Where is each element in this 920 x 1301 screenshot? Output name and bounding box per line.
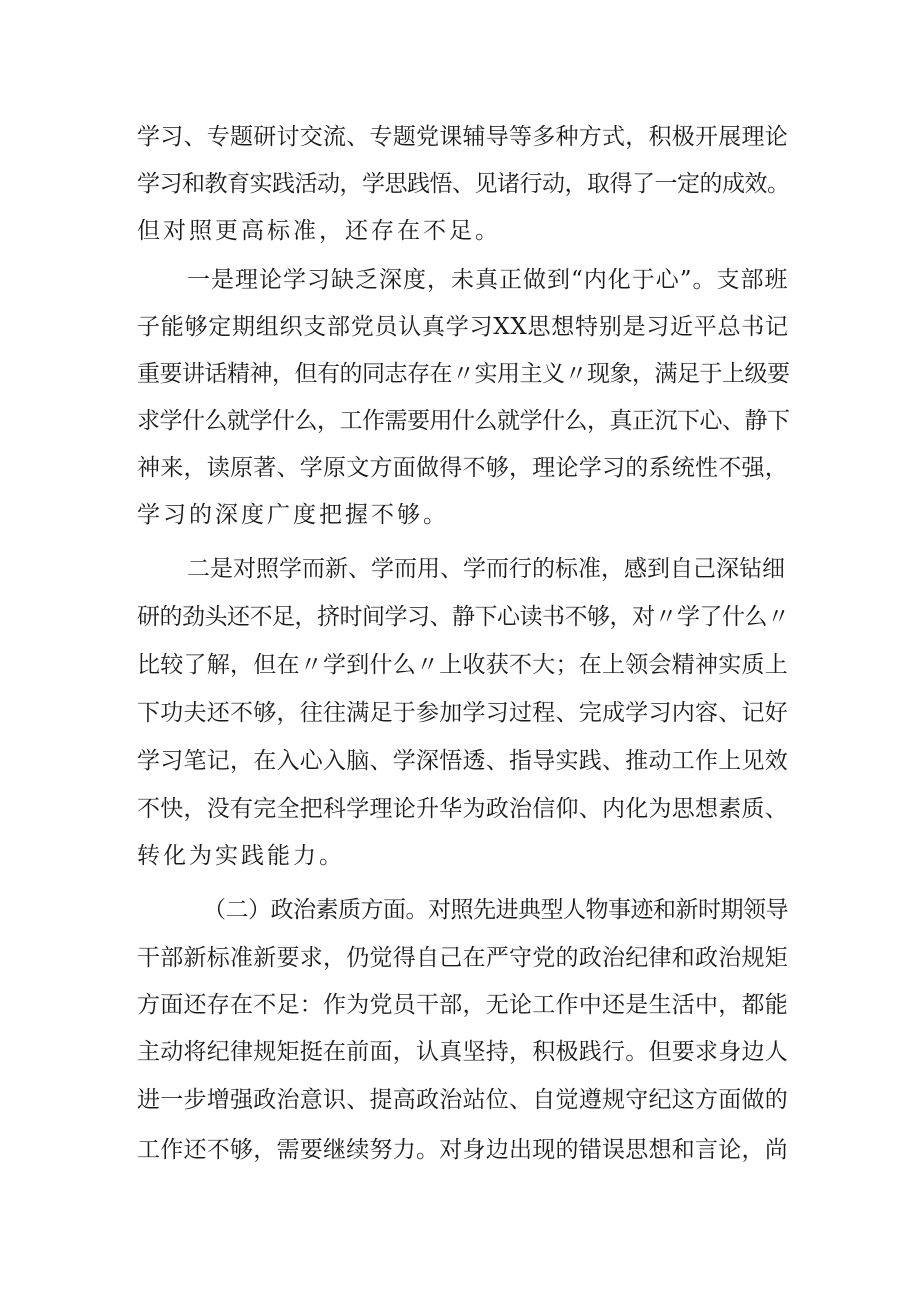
paragraph-3-line-3: 比较了解，但在〃学到什么〃上收获不大；在上领会精神实质上 bbox=[137, 652, 788, 678]
paragraph-1-line-2: 学习和教育实践活动，学思践悟、见诸行动，取得了一定的成效。 bbox=[137, 171, 790, 197]
paragraph-4-line-2: 干部新标准新要求，仍觉得自己在严守党的政治纪律和政治规矩 bbox=[137, 945, 788, 971]
paragraph-2-line-6: 学习的深度广度把握不够。 bbox=[137, 502, 449, 528]
paragraph-2-line-2: 子能够定期组织支部党员认真学习XX思想特别是习近平总书记 bbox=[137, 314, 789, 340]
paragraph-3-line-6: 不快，没有完全把科学理论升华为政治信仰、内化为思想素质、 bbox=[137, 796, 788, 822]
paragraph-4-line-6: 工作还不够，需要继续努力。对身边出现的错误思想和言论，尚 bbox=[137, 1137, 788, 1163]
paragraph-2-line-3: 重要讲话精神，但有的同志存在〃实用主义〃现象，满足于上级要 bbox=[137, 361, 790, 387]
paragraph-3-line-4: 下功夫还不够，往往满足于参加学习过程、完成学习内容、记好 bbox=[137, 700, 788, 726]
paragraph-4-line-4: 主动将纪律规矩挺在前面，认真坚持，积极践行。但要求身边人 bbox=[137, 1039, 788, 1065]
paragraph-4-line-3: 方面还存在不足：作为党员干部，无论工作中还是生活中，都能 bbox=[137, 992, 788, 1018]
paragraph-4-line-5: 进一步增强政治意识、提高政治站位、自觉遵规守纪这方面做的 bbox=[137, 1087, 788, 1113]
paragraph-3-line-2: 研的劲头还不足，挤时间学习、静下心读书不够，对〃学了什么〃 bbox=[137, 604, 790, 630]
paragraph-4-line-1: （二）政治素质方面。对照先进典型人物事迹和新时期领导 bbox=[203, 897, 788, 923]
paragraph-3-line-5: 学习笔记，在入心入脑、学深悟透、指导实践、推动工作上见效 bbox=[137, 748, 788, 774]
paragraph-2-line-5: 神来，读原著、学原文方面做得不够，理论学习的系统性不强， bbox=[137, 455, 788, 481]
paragraph-2-line-1: 一是理论学习缺乏深度，未真正做到“内化于心”。支部班 bbox=[187, 267, 789, 293]
paragraph-1-line-1: 学习、专题研讨交流、专题党课辅导等多种方式，积极开展理论 bbox=[137, 124, 788, 150]
paragraph-3-line-7: 转化为实践能力。 bbox=[137, 843, 345, 869]
paragraph-3-line-1: 二是对照学而新、学而用、学而行的标准，感到自己深钻细 bbox=[187, 556, 785, 582]
paragraph-2-line-4: 求学什么就学什么，工作需要用什么就学什么，真正沉下心、静下 bbox=[137, 408, 790, 434]
paragraph-1-line-3: 但对照更高标准，还存在不足。 bbox=[137, 218, 501, 244]
